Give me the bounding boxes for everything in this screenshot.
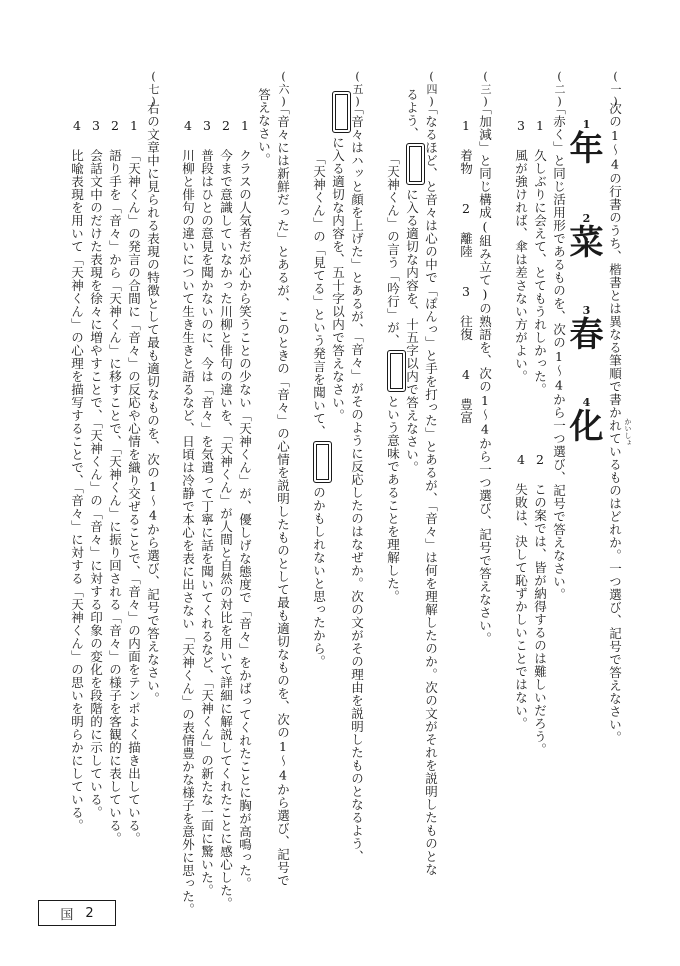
q5-prompt-cont-b: に入る適切な内容を、五十字以内で答えなさい。 [330, 136, 346, 422]
q2-prompt: 「赤く」と同じ活用形であるものを、次の1〜4から一つ選び、記号で答えなさい。 [551, 102, 567, 601]
q2-option-4: 4 失敗は、決して恥ずかしいことではない。 [513, 452, 529, 730]
q1-number: (一) [609, 70, 622, 109]
q6-option-2: 2 今まで意識していなかった川柳と俳句の違いを、「天神くん」が人間と自然の対比を用いて詳細に解説してくれたことに感心した。 [218, 118, 234, 910]
q7-option-2: 2 語り手を「音々」から「天神くん」に移すことで、「天神くん」に振り回される「音々」の様子を客観的に表している。 [107, 118, 123, 845]
q4-number: (四) [425, 70, 438, 109]
q5-prompt-cont [331, 88, 351, 422]
q5-prompt: 「音々はハッと顔を上げた」とあるが、「音々」がそのように反応したのはなぜか。次の文がその理由を説明したものとなるよう、 [349, 102, 365, 863]
q2-option-3: 3 風が強ければ、傘は差さない方がよい。 [513, 118, 529, 383]
q1-char-1: 年 [563, 130, 603, 172]
q4-sentence-b: という意味であることを理解した。 [385, 395, 401, 603]
q7-option-1: 1 「天神くん」の発言の合間に「音々」の反応や心情を織り交ぜることで、「音々」の内面をテンポよく描き出している。 [126, 118, 142, 845]
q6-option-3: 3 普段はひとの意見を聞かないのに、今は「音々」を気遣って丁寧に話を聞いてくれるなど、「天神くん」の新たな一面に驚いた。 [199, 118, 215, 897]
q4-sentence [386, 152, 406, 603]
q6-number: (六) [277, 70, 290, 109]
page-number: 2 [85, 905, 94, 921]
q1-char-4: 化 [563, 408, 603, 450]
q1-ruby: かいしょ [624, 418, 632, 446]
q6-prompt-cont: 答えなさい。 [256, 88, 272, 166]
q1-char-num-4: 4 [580, 396, 593, 410]
q7-number: (七) [147, 70, 160, 109]
q5-sentence-b: のかもしれないと思ったから。 [311, 486, 327, 668]
q5-sentence-a: 「天神くん」の「見てる」という発言を聞いて、 [311, 152, 327, 438]
q2-option-1: 1 久しぶりに会えて、とてもうれしかった。 [532, 118, 548, 396]
q5-sentence [312, 152, 332, 668]
q7-prompt: 右の文章中に見られる表現の特徴として最も適切なものを、次の1〜4から選び、記号で答えなさい。 [145, 102, 161, 705]
subject-label: 国 [60, 907, 74, 923]
q1-prompt: 次の1〜4の行書のうち、楷書とは異なる筆順で書かれているものはどれか。一つ選び、記号で答えなさい。 [607, 102, 623, 744]
q3-number: (三) [479, 70, 492, 109]
q4-prompt-cont-b: に入る適切な内容を、十五字以内で答えなさい。 [404, 188, 420, 474]
q3-options: 1 着物 2 離陸 3 往復 4 豊富 [458, 118, 474, 424]
q7-option-4: 4 比喩表現を用いて「天神くん」の心理を描写することで、「音々」に対する「天神くん」の思いを明らかにしている。 [69, 118, 85, 832]
q6-prompt: 「音々には新鮮だった」とあるが、このときの「音々」の心情を説明したものとして最も適切なものを、次の1〜4から選び、記号で [275, 102, 291, 887]
q4-prompt-cont [405, 88, 425, 474]
q1-char-num-2: 2 [580, 212, 593, 226]
q4-answer-box[interactable] [406, 143, 425, 185]
q5-answer-box-ref [313, 441, 332, 483]
page-footer [38, 900, 116, 926]
q4-prompt-cont-a: るよう、 [404, 88, 420, 140]
q3-prompt: 「加減」と同じ構成(組み立て)の熟語を、次の1〜4から一つ選び、記号で答えなさい。 [477, 102, 493, 645]
q7-option-3: 3 会話文中のだけた表現を徐々に増やすことで、「天神くん」の「音々」に対する印象の変化を段階的に示している。 [88, 118, 104, 819]
q5-answer-box[interactable] [332, 91, 351, 133]
q4-sentence-a: 「天神くん」の言う「吟行」が、 [385, 152, 401, 347]
q2-number: (二) [553, 70, 566, 109]
q2-option-2: 2 この案では、皆が納得するのは難しいだろう。 [532, 452, 548, 756]
q1-char-2: 菜 [563, 224, 603, 266]
q1-char-num-3: 3 [580, 304, 593, 318]
q4-answer-box-ref [387, 350, 406, 392]
q4-prompt: 「なるほど、と音々は心の中で「ぽんっ」と手を打った」とあるが、「音々」は何を理解したのか。次の文がそれを説明したものとな [423, 102, 439, 876]
q6-option-1: 1 クラスの人気者だが心から笑うことの少ない「天神くん」が、優しげな態度で「音々」をかばってくれたことに胸が高鳴った。 [237, 118, 253, 890]
q6-option-4: 4 川柳と俳句の違いについて生き生きと語るなど、日頃は冷静で本心を表に出さない「天神くん」の表情豊かな様子を意外に思った。 [180, 118, 196, 916]
q5-number: (五) [351, 70, 364, 109]
q1-char-num-1: 1 [580, 118, 593, 132]
q1-char-3: 春 [563, 316, 603, 358]
